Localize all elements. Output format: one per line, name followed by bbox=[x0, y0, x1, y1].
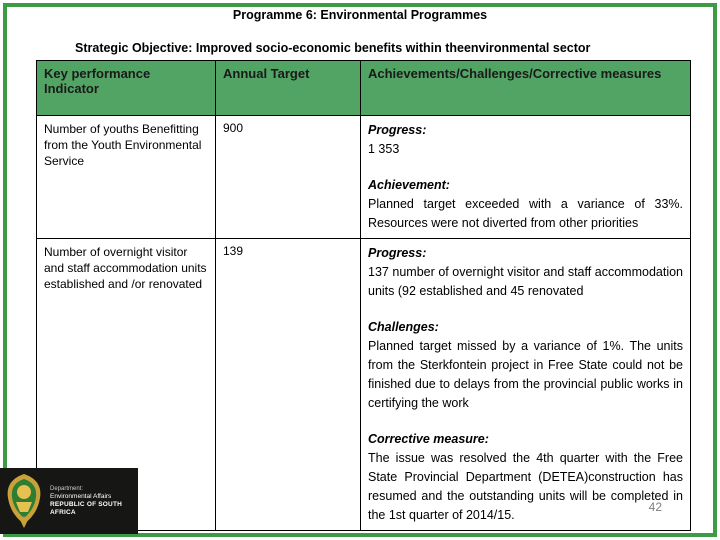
achievement-label: Challenges: bbox=[368, 320, 439, 334]
achievement-label: Achievement: bbox=[368, 178, 450, 192]
achievement-item bbox=[368, 318, 683, 413]
achievement-item bbox=[368, 244, 683, 301]
achievement-item bbox=[368, 176, 683, 233]
col-header-annual-target: Annual Target bbox=[216, 61, 361, 116]
kpi-table bbox=[36, 60, 691, 531]
achievement-item bbox=[368, 430, 683, 525]
col-header-achievements: Achievements/Challenges/Corrective measures bbox=[361, 61, 691, 116]
achievement-text: Planned target exceeded with a variance of 33%. Resources were not diverted from other priorities bbox=[368, 197, 683, 230]
logo-country-line: REPUBLIC OF SOUTH AFRICA bbox=[50, 501, 123, 516]
achievement-label: Corrective measure: bbox=[368, 432, 489, 446]
slide-title: Programme 6: Environmental Programmes bbox=[232, 8, 488, 22]
page-number: 42 bbox=[648, 500, 662, 514]
achievement-text: The issue was resolved the 4th quarter with the Free State Provincial Department (DETEA)construction has resumed and the outstanding units will be completed in the 1st quarter of 2014/15. bbox=[368, 451, 683, 522]
table-header-row bbox=[37, 61, 691, 116]
achievement-text: Planned target missed by a variance of 1%. The units from the Sterkfontein project in Free State could not be finished due to delays from the provincial public works in certifying the work bbox=[368, 339, 683, 410]
logo-text-block bbox=[50, 485, 138, 517]
achievement-text: 1 353 bbox=[368, 142, 400, 156]
kpi-cell: Number of youths Benefitting from the Youth Environmental Service bbox=[37, 116, 216, 239]
achievement-item bbox=[368, 121, 683, 159]
achievement-text: 137 number of overnight visitor and staff accommodation units (92 established and 45 renovated bbox=[368, 265, 683, 298]
achievement-label: Progress: bbox=[368, 246, 427, 260]
table-row bbox=[37, 116, 691, 239]
coat-of-arms-icon bbox=[2, 472, 46, 530]
logo-department-line: Department: bbox=[50, 486, 84, 492]
achievements-cell bbox=[361, 239, 691, 531]
kpi-cell: Number of overnight visitor and staff accommodation units established and /or renovated bbox=[37, 239, 216, 531]
achievement-label: Progress: bbox=[368, 123, 427, 137]
department-logo bbox=[0, 468, 138, 534]
col-header-key-performance-indicator: Key performance Indicator bbox=[37, 61, 216, 116]
achievements-cell bbox=[361, 116, 691, 239]
strategic-objective-subtitle: Strategic Objective: Improved socio-economic benefits within theenvironmental sector bbox=[75, 41, 591, 55]
logo-name-line: Environmental Affairs bbox=[50, 493, 112, 500]
annual-target-cell: 139 bbox=[216, 239, 361, 531]
annual-target-cell: 900 bbox=[216, 116, 361, 239]
